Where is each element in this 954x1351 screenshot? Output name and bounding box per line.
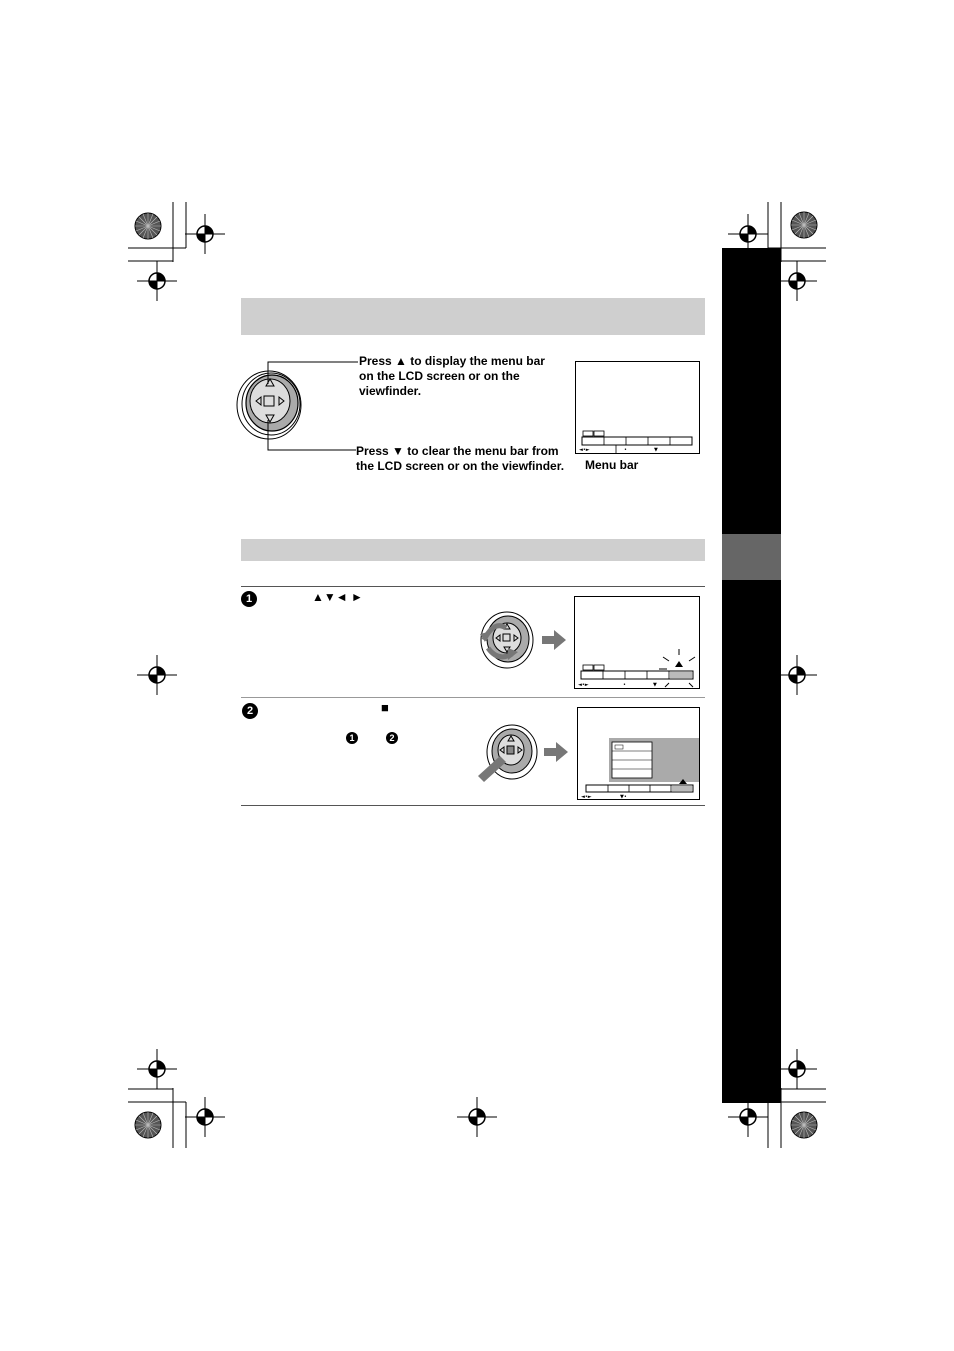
menu-bar-graphic — [576, 362, 699, 453]
section-header-band-2 — [241, 539, 705, 561]
step2-control-button-illustration — [476, 724, 576, 784]
menu-bar-label: Menu bar — [585, 458, 639, 472]
svg-text:▼: ▼ — [653, 682, 657, 688]
side-index-tab-highlight — [722, 534, 781, 580]
step-table-top-rule — [241, 586, 705, 587]
step2-menu-graphic — [578, 708, 699, 799]
control-button-illustration — [236, 360, 366, 460]
svg-text:◄•►: ◄•► — [581, 794, 592, 799]
step2-ref-step-1: 1 — [346, 732, 358, 744]
callout-press-up-line3: viewfinder. — [359, 384, 422, 398]
step2-ref-step-2: 2 — [386, 732, 398, 744]
lcd-screen-step1 — [574, 596, 700, 689]
step-table-middle-rule — [241, 697, 705, 698]
callout-press-down-line2: the LCD screen or on the viewfinder. — [356, 459, 565, 473]
step-table-bottom-rule — [241, 805, 705, 806]
step-number-1: 1 — [241, 591, 257, 607]
svg-text:◄•►: ◄•► — [579, 447, 590, 453]
step1-menu-bar-graphic — [575, 597, 699, 688]
lcd-screen-step2 — [577, 707, 700, 800]
callout-press-up-line2: on the LCD screen or on the — [359, 369, 520, 383]
svg-text:◄•►: ◄•► — [578, 682, 589, 688]
svg-text:•: • — [624, 447, 627, 453]
svg-text:•: • — [623, 682, 626, 688]
svg-text:▼: ▼ — [654, 447, 658, 453]
section-header-band — [241, 298, 705, 335]
callout-press-up-line1: Press ▲ to display the menu bar — [359, 354, 545, 368]
step1-arrow-keys: ▲▼◄ ► — [312, 590, 363, 604]
svg-text:▼•: ▼• — [620, 794, 627, 799]
step1-control-button-illustration — [474, 610, 574, 670]
callout-press-down-line1: Press ▼ to clear the menu bar from — [356, 444, 559, 458]
lcd-screen-menu-bar — [575, 361, 700, 454]
step-number-2: 2 — [242, 703, 258, 719]
side-index-tab — [722, 248, 781, 1103]
step2-center-button-glyph: ■ — [381, 700, 389, 715]
